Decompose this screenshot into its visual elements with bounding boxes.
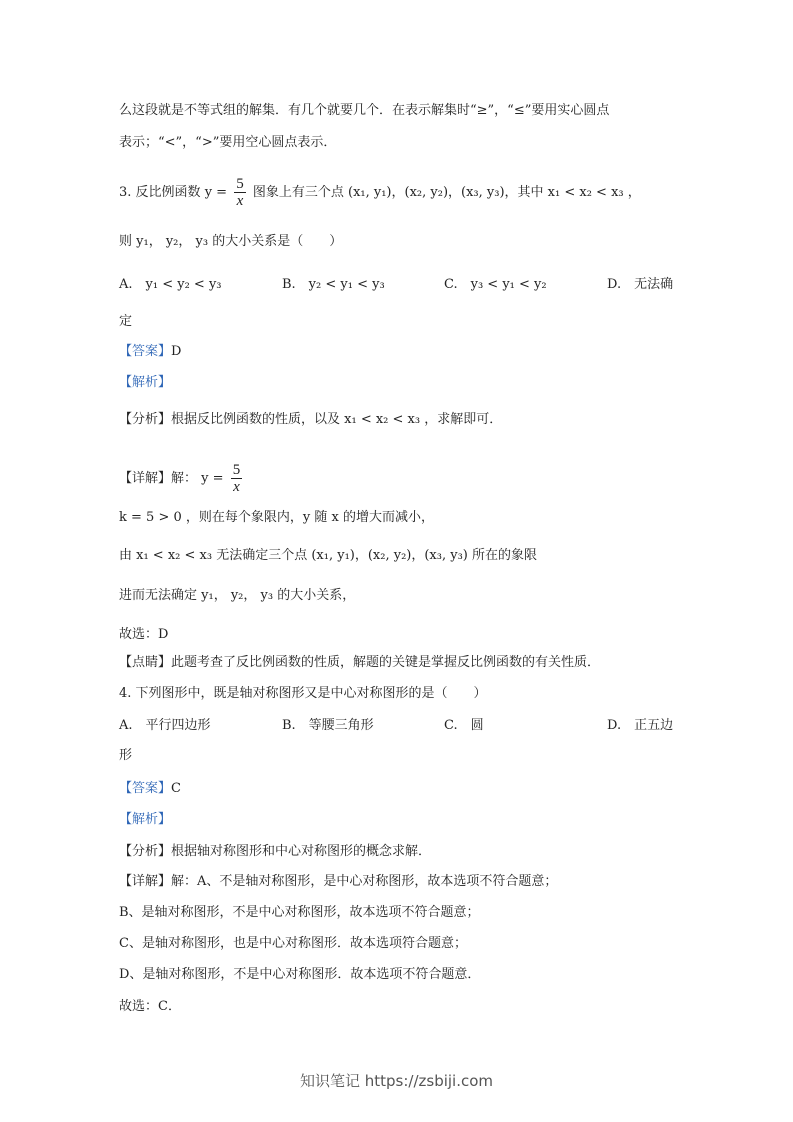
q3-jiner-line: 进而无法确定 y₁， y₂， y₃ 的大小关系， [119,588,356,603]
q4-xiangjie-tag: 【详解】 [119,874,172,889]
fraction-5-over-x-2: $\frac{5}{x}$ [232,462,241,495]
q4-option-a: A. 平行四边形 [119,718,211,733]
q3-xiangjie-text: 解： [171,471,198,486]
text-line-2: 表示；“<”，“>”要用空心圆点表示． [119,135,337,150]
q3-option-d: D. 无法确 [607,277,674,292]
q3-guxuan: 故选：D [119,627,169,642]
q4-fenxi-text: 根据轴对称图形和中心对称图形的概念求解． [171,844,432,859]
q4-xiangjie [119,872,557,892]
q4-option-d: D. 正五边 [607,718,674,733]
q3-dianjing-text: 此题考查了反比例函数的性质，解题的关键是掌握反比例函数的有关性质． [171,655,601,670]
q3-fenxi-tag: 【分析】 [119,412,172,427]
q3-fenxi-text: 根据反比例函数的性质，以及 x₁ < x₂ < x₃ ，求解即可． [171,412,503,427]
q3-fenxi [119,410,502,430]
q4-fenxi [119,842,431,862]
q4-xiangjie-text: 解：A、不是轴对称图形，是中心对称图形，故本选项不符合题意； [171,874,558,889]
q3-option-d-cont: 定 [119,314,133,329]
q4-line-c: C、是轴对称图形，也是中心对称图形．故本选项符合题意； [119,936,467,951]
q3-analysis-tag: 【解析】 [119,375,172,390]
footer-watermark: 知识笔记 https://zsbiji.com [299,1072,494,1090]
q4-option-b: B. 等腰三角形 [282,718,374,733]
fraction-5-over-x: $\frac{5}{x}$ [236,176,244,209]
q4-line-d: D、是轴对称图形，不是中心对称图形．故本选项不符合题意． [119,967,481,982]
q3-answer [119,342,181,362]
q3-option-b: B. y₂ < y₁ < y₃ [282,277,385,292]
q4-option-c: C. 圆 [444,718,484,733]
question-3-line-2: 则 y₁， y₂， y₃ 的大小关系是（ ） [119,234,343,249]
q4-line-b: B、是轴对称图形，不是中心对称图形，故本选项不符合题意； [119,905,480,920]
q3-answer-tag: 【答案】 [119,344,172,359]
q3-answer-value: D [171,344,182,359]
q4-guxuan: 故选：C． [119,999,181,1014]
q4-option-d-cont: 形 [119,748,133,763]
q3-text-a: 图象上有三个点 [252,185,344,200]
q4-answer [119,779,181,799]
q3-xiangjie [119,462,245,495]
q3-y-eq: y = [204,185,228,200]
q3-xiangjie-y-eq: y = [201,471,224,486]
q3-you-line: 由 x₁ < x₂ < x₃ 无法确定三个点 (x₁, y₁)，(x₂, y₂)，(x₃, y₃) 所在的象限 [119,548,537,563]
question-4-stem: 4. 下列图形中，既是轴对称图形又是中心对称图形的是（ ） [119,686,487,701]
q3-points: (x₁, y₁)，(x₂, y₂)，(x₃, y₃)，其中 [348,185,544,200]
q3-dianjing [119,653,600,673]
q3-k-line: k = 5 > 0 ，则在每个象限内，y 随 x 的增大而减小， [119,510,434,525]
q4-fenxi-tag: 【分析】 [119,844,172,859]
q4-analysis-tag: 【解析】 [119,812,172,827]
q3-tail: ， [627,185,641,200]
question-3-stem [119,176,641,209]
q3-dianjing-tag: 【点睛】 [119,655,172,670]
text-line-1: 么这段就是不等式组的解集．有几个就要几个．在表示解集时“≥”，“≤”要用实心圆点 [119,103,610,118]
q3-option-c: C. y₃ < y₁ < y₂ [444,277,547,292]
q4-answer-tag: 【答案】 [119,781,172,796]
q4-answer-value: C [171,781,181,796]
q3-condition: x₁ < x₂ < x₃ [547,185,624,200]
q3-number: 3. 反比例函数 [119,185,201,200]
q3-xiangjie-tag: 【详解】 [119,471,172,486]
q3-option-a: A. y₁ < y₂ < y₃ [119,277,222,292]
